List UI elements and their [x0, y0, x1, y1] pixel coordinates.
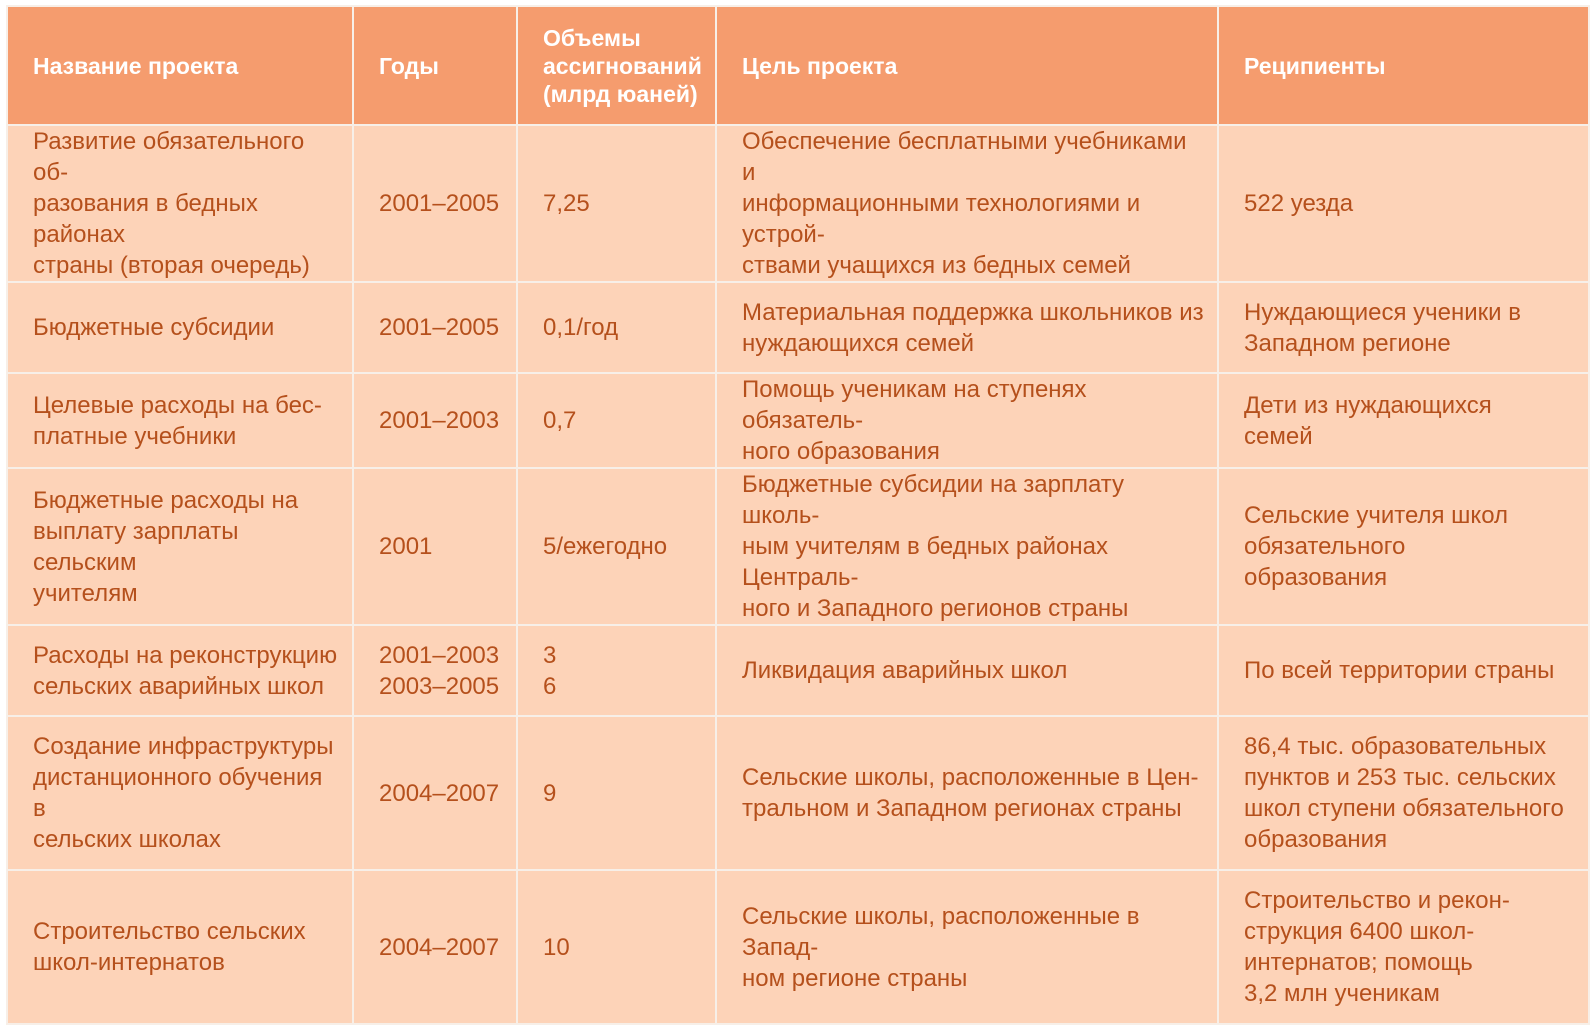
- cell-amount: [517, 125, 716, 282]
- header-recipients: [1218, 6, 1589, 125]
- cell-text-line: 86,4 тыс. образовательных: [1244, 733, 1547, 760]
- cell-text-line: Цель проекта: [742, 52, 898, 79]
- cell-text-line: 2001–2005: [379, 314, 500, 341]
- cell-text-line: 3,2 млн ученикам: [1244, 980, 1440, 1007]
- cell-text-line: Строительство и рекон-: [1244, 887, 1510, 914]
- cell-recipients: [1218, 373, 1589, 468]
- table-row: [7, 125, 1589, 282]
- cell-text-line: 9: [543, 779, 557, 807]
- cell-recipients: [1218, 870, 1589, 1024]
- cell-text-line: По всей территории страны: [1244, 657, 1555, 684]
- header-goal: [716, 6, 1218, 125]
- cell-text-line: струкция 6400 школ-: [1244, 918, 1475, 945]
- table-row: [7, 870, 1589, 1024]
- cell-text-line: Расходы на реконструкцию: [33, 641, 338, 669]
- cell-text-line: 2001–2003: [379, 641, 500, 669]
- cell-text-line: тральном и Западном регионах страны: [742, 795, 1182, 822]
- cell-recipients: [1218, 468, 1589, 625]
- cell-text-line: Сельские школы, расположенные в Цен-: [742, 764, 1199, 791]
- cell-years: [353, 870, 517, 1024]
- cell-text-line: 0,7: [543, 407, 577, 434]
- cell-text-line: 7,25: [543, 190, 590, 217]
- cell-text-line: Сельские учителя школ: [1244, 502, 1509, 529]
- cell-text-line: 6: [543, 672, 557, 700]
- cell-amount: [517, 468, 716, 625]
- projects-table-container: [6, 5, 1588, 1007]
- cell-text-line: интернатов; помощь: [1244, 949, 1473, 976]
- cell-years: [353, 625, 517, 716]
- cell-project-name: [7, 282, 353, 373]
- cell-text-line: ным учителям в бедных районах Централь-: [742, 533, 1108, 591]
- table-row: [7, 468, 1589, 625]
- cell-recipients: [1218, 125, 1589, 282]
- header-row: [7, 6, 1589, 125]
- cell-text-line: 2003–2005: [379, 672, 500, 700]
- table-row: [7, 282, 1589, 373]
- cell-text-line: ствами учащихся из бедных семей: [742, 252, 1131, 279]
- cell-goal: [716, 468, 1218, 625]
- cell-text-line: школ-интернатов: [33, 949, 225, 976]
- cell-amount: [517, 625, 716, 716]
- cell-text-line: 5/ежегодно: [543, 533, 668, 560]
- cell-text-line: Ликвидация аварийных школ: [742, 657, 1068, 684]
- cell-project-name: [7, 716, 353, 870]
- header-amount: [517, 6, 716, 125]
- table-row: [7, 716, 1589, 870]
- cell-project-name: [7, 125, 353, 282]
- cell-text-line: 2001–2003: [379, 407, 500, 434]
- cell-text-line: образования: [1244, 564, 1388, 591]
- cell-text-line: Обеспечение бесплатными учебниками и: [742, 128, 1187, 186]
- cell-text-line: образования: [1244, 826, 1388, 853]
- cell-goal: [716, 125, 1218, 282]
- cell-text-line: Развитие обязательного об-: [33, 128, 305, 186]
- cell-text-line: 2001–2005: [379, 190, 500, 217]
- cell-recipients: [1218, 625, 1589, 716]
- cell-text-line: Целевые расходы на бес-: [33, 391, 322, 419]
- cell-text-line: 10: [543, 933, 570, 961]
- cell-goal: [716, 716, 1218, 870]
- cell-text-line: Название проекта: [33, 52, 239, 79]
- cell-text-line: нуждающихся семей: [742, 329, 975, 357]
- cell-text-line: Объемы: [543, 24, 641, 51]
- table-body: [7, 125, 1589, 1024]
- cell-text-line: Бюджетные субсидии на зарплату школь-: [742, 471, 1125, 529]
- cell-text-line: школ ступени обязательного: [1244, 795, 1564, 822]
- cell-project-name: [7, 870, 353, 1024]
- cell-years: [353, 373, 517, 468]
- table-row: [7, 373, 1589, 468]
- cell-text-line: Западном регионе: [1244, 329, 1451, 357]
- header-years: [353, 6, 517, 125]
- cell-amount: [517, 282, 716, 373]
- cell-text-line: ассигнований: [543, 52, 702, 79]
- cell-text-line: ного образования: [742, 438, 940, 465]
- cell-text-line: дистанционного обучения в: [33, 764, 323, 822]
- cell-text-line: 3: [543, 641, 557, 669]
- cell-text-line: Помощь ученикам на ступенях обязатель-: [742, 376, 1087, 434]
- cell-text-line: разования в бедных районах: [33, 190, 258, 248]
- cell-recipients: [1218, 282, 1589, 373]
- cell-project-name: [7, 625, 353, 716]
- cell-years: [353, 125, 517, 282]
- cell-text-line: информационными технологиями и устрой-: [742, 190, 1141, 248]
- cell-text-line: (млрд юаней): [543, 80, 698, 107]
- cell-text-line: Сельские школы, расположенные в Запад-: [742, 902, 1140, 961]
- cell-goal: [716, 282, 1218, 373]
- cell-text-line: Материальная поддержка школьников из: [742, 298, 1204, 326]
- table-row: [7, 625, 1589, 716]
- cell-years: [353, 716, 517, 870]
- cell-text-line: ного и Западного регионов страны: [742, 595, 1129, 622]
- cell-text-line: семей: [1244, 422, 1313, 450]
- table-header: [7, 6, 1589, 125]
- cell-text-line: 0,1/год: [543, 314, 619, 341]
- cell-text-line: обязательного: [1244, 533, 1406, 560]
- cell-years: [353, 282, 517, 373]
- cell-project-name: [7, 468, 353, 625]
- projects-table: [6, 5, 1590, 1025]
- cell-goal: [716, 373, 1218, 468]
- cell-text-line: 2001: [379, 533, 433, 560]
- cell-text-line: 2004–2007: [379, 779, 500, 807]
- cell-amount: [517, 870, 716, 1024]
- header-project-name: [7, 6, 353, 125]
- cell-text-line: 2004–2007: [379, 933, 500, 961]
- cell-text-line: Бюджетные расходы на: [33, 486, 299, 514]
- cell-text-line: Строительство сельских: [33, 918, 306, 945]
- cell-text-line: учителям: [33, 579, 138, 607]
- cell-text-line: Бюджетные субсидии: [33, 314, 275, 341]
- cell-text-line: Годы: [379, 52, 439, 79]
- cell-text-line: Реципиенты: [1244, 52, 1386, 79]
- cell-text-line: страны (вторая очередь): [33, 252, 310, 279]
- cell-years: [353, 468, 517, 625]
- cell-text-line: Нуждающиеся ученики в: [1244, 298, 1522, 326]
- cell-amount: [517, 373, 716, 468]
- cell-amount: [517, 716, 716, 870]
- cell-text-line: Создание инфраструктуры: [33, 733, 334, 760]
- cell-goal: [716, 625, 1218, 716]
- cell-text-line: ном регионе страны: [742, 964, 968, 992]
- cell-text-line: Дети из нуждающихся: [1244, 391, 1492, 419]
- cell-project-name: [7, 373, 353, 468]
- cell-text-line: сельских школах: [33, 826, 221, 853]
- cell-text-line: выплату зарплаты сельским: [33, 517, 239, 576]
- cell-recipients: [1218, 716, 1589, 870]
- cell-text-line: пунктов и 253 тыс. сельских: [1244, 764, 1556, 791]
- cell-goal: [716, 870, 1218, 1024]
- cell-text-line: сельских аварийных школ: [33, 672, 324, 700]
- cell-text-line: 522 уезда: [1244, 190, 1354, 217]
- cell-text-line: платные учебники: [33, 422, 237, 450]
